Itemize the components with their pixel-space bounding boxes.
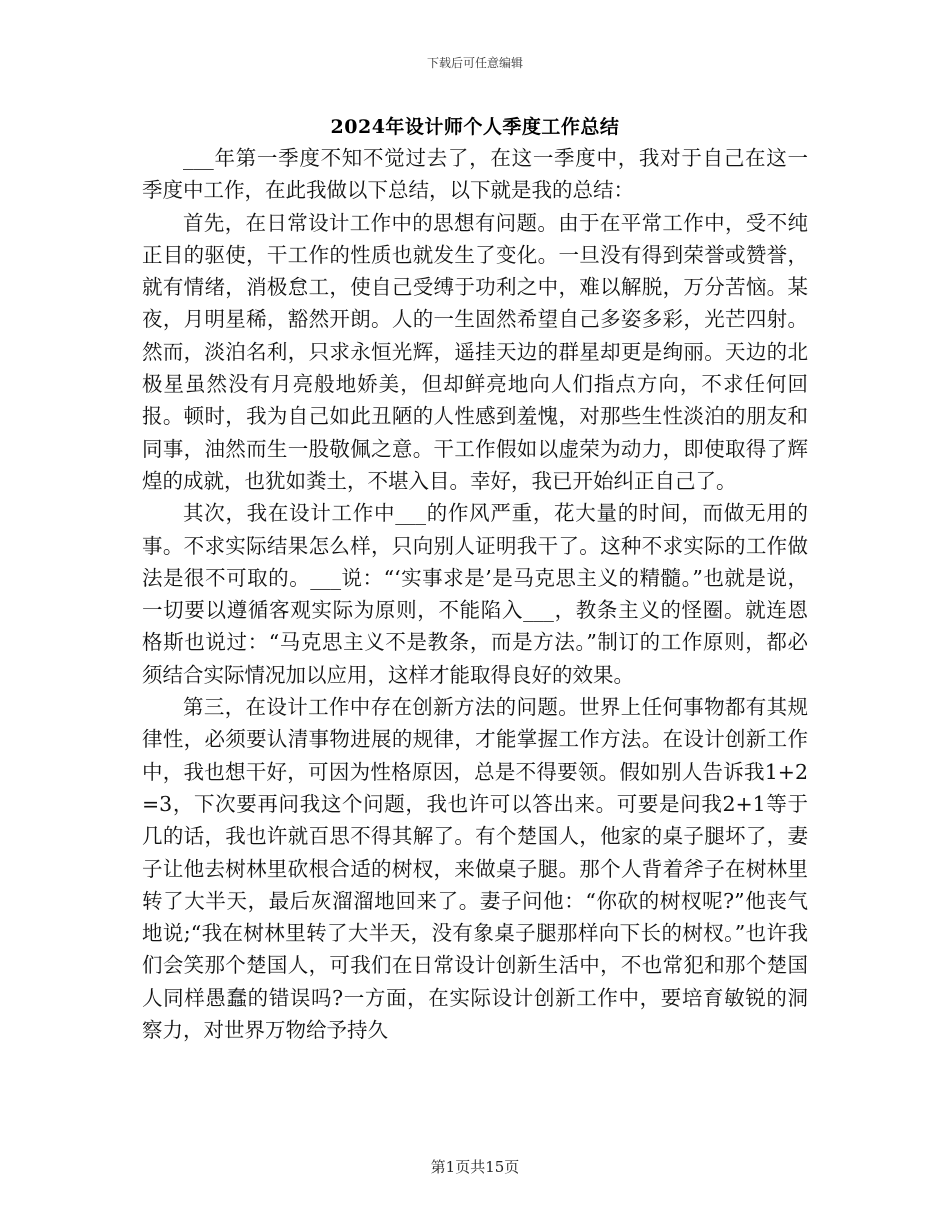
paragraph-second-point: 其次，我在设计工作中___的作风严重，花大量的时间，而做无用的事。不求实际结果怎么样，只向别人证明我干了。这种不求实际的工作做法是很不可取的。___说：“‘实事求是’是马克思主义的精髓。”也就是说，一切要以遵循客观实际为原则，不能陷入___，教条主义的怪圈。就连恩格斯也说过：“马克思主义不是教条，而是方法。”制订的工作原则，都必须结合实际情况加以应用，这样才能取得良好的效果。 xyxy=(142,501,808,687)
paragraph-third-point: 第三，在设计工作中存在创新方法的问题。世界上任何事物都有其规律性，必须要认清事物进展的规律，才能掌握工作方法。在设计创新工作中，我也想干好，可因为性格原因，总是不得要领。假如别人告诉我1+2=3，下次要再问我这个问题，我也许可以答出来。可要是问我2+1等于几的话，我也许就百思不得其解了。有个楚国人，他家的桌子腿坏了，妻子让他去树林里砍根合适的树杈，来做桌子腿。那个人背着斧子在树林里转了大半天，最后灰溜溜地回来了。妻子问他：“你砍的树杈呢?”他丧气地说;“我在树林里转了大半天，没有象桌子腿那样向下长的树杈。”也许我们会笑那个楚国人，可我们在日常设计创新生活中，不也常犯和那个楚国人同样愚蠢的错误吗?一方面，在实际设计创新工作中，要培育敏锐的洞察力，对世界万物给予持久 xyxy=(142,695,808,1043)
paragraph-first-point: 首先，在日常设计工作中的思想有问题。由于在平常工作中，受不纯正目的驱使，干工作的性质也就发生了变化。一旦没有得到荣誉或赞誉，就有情绪，消极怠工，使自己受缚于功利之中，难以解脱，万分苦恼。某夜，月明星稀，豁然开朗。人的一生固然希望自己多姿多彩，光芒四射。然而，淡泊名利，只求永恒光辉，遥挂天边的群星却更是绚丽。天边的北极星虽然没有月亮般地娇美，但却鲜亮地向人们指点方向，不求任何回报。顿时，我为自己如此丑陋的人性感到羞愧，对那些生性淡泊的朋友和同事，油然而生一股敬佩之意。干工作假如以虚荣为动力，即使取得了辉煌的成就，也犹如粪土，不堪入目。幸好，我已开始纠正自己了。 xyxy=(142,210,808,493)
page-footer: 第1页共15页 xyxy=(430,1158,520,1176)
document-title: 2024年设计师个人季度工作总结 xyxy=(330,116,620,138)
paragraph-intro: ___年第一季度不知不觉过去了，在这一季度中，我对于自己在这一季度中工作，在此我做以下总结，以下就是我的总结： xyxy=(142,146,808,203)
document-body xyxy=(142,142,808,1046)
header-note: 下载后可任意编辑 xyxy=(426,56,523,70)
